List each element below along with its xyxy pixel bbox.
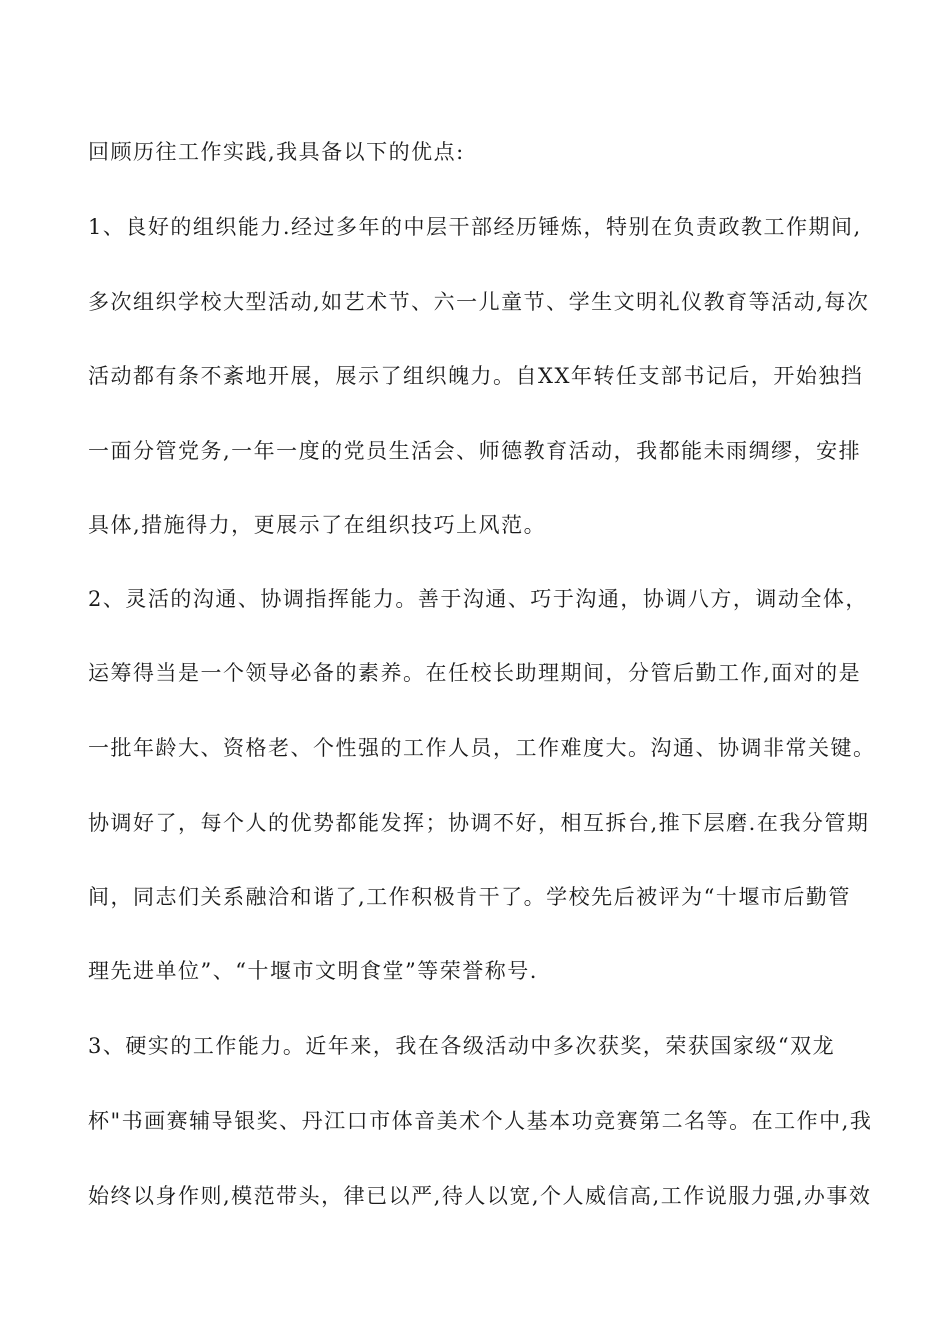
text-line-3: 多次组织学校大型活动,如艺术节、六一儿童节、学生文明礼仪教育等活动,每次 xyxy=(88,290,870,314)
text-line-10: 协调好了，每个人的优势都能发挥；协调不好，相互拆台,推下层磨.在我分管期 xyxy=(88,811,870,835)
text-line-6: 具体,措施得力，更展示了在组织技巧上风范。 xyxy=(88,513,547,537)
text-line-14: 杯"书画赛辅导银奖、丹江口市体音美术个人基本功竞赛第二名等。在工作中,我 xyxy=(88,1109,873,1133)
text-line-2: 1、良好的组织能力.经过多年的中层干部经历锤炼，特别在负责政教工作期间, xyxy=(88,215,862,239)
text-line-1: 回顾历往工作实践,我具备以下的优点: xyxy=(88,140,465,164)
text-line-12: 理先进单位”、“十堰市文明食堂”等荣誉称号. xyxy=(88,959,538,983)
text-line-13: 3、硬实的工作能力。近年来，我在各级活动中多次获奖，荣获国家级“双龙 xyxy=(88,1034,836,1058)
text-line-5: 一面分管党务,一年一度的党员生活会、师德教育活动，我都能未雨绸缪，安排 xyxy=(88,439,862,463)
text-line-4: 活动都有条不紊地开展，展示了组织魄力。自XX年转任支部书记后，开始独挡 xyxy=(88,364,864,388)
text-line-15: 始终以身作则,模范带头，律已以严,待人以宽,个人威信高,工作说服力强,办事效 xyxy=(88,1184,872,1208)
text-line-9: 一批年龄大、资格老、个性强的工作人员，工作难度大。沟通、协调非常关键。 xyxy=(88,736,876,760)
text-line-8: 运筹得当是一个领导必备的素养。在任校长助理期间，分管后勤工作,面对的是 xyxy=(88,661,862,685)
text-line-11: 间，同志们关系融洽和谐了,工作积极肯干了。学校先后被评为“十堰市后勤管 xyxy=(88,885,851,909)
text-line-7: 2、灵活的沟通、协调指挥能力。善于沟通、巧于沟通，协调八方，调动全体， xyxy=(88,587,868,611)
